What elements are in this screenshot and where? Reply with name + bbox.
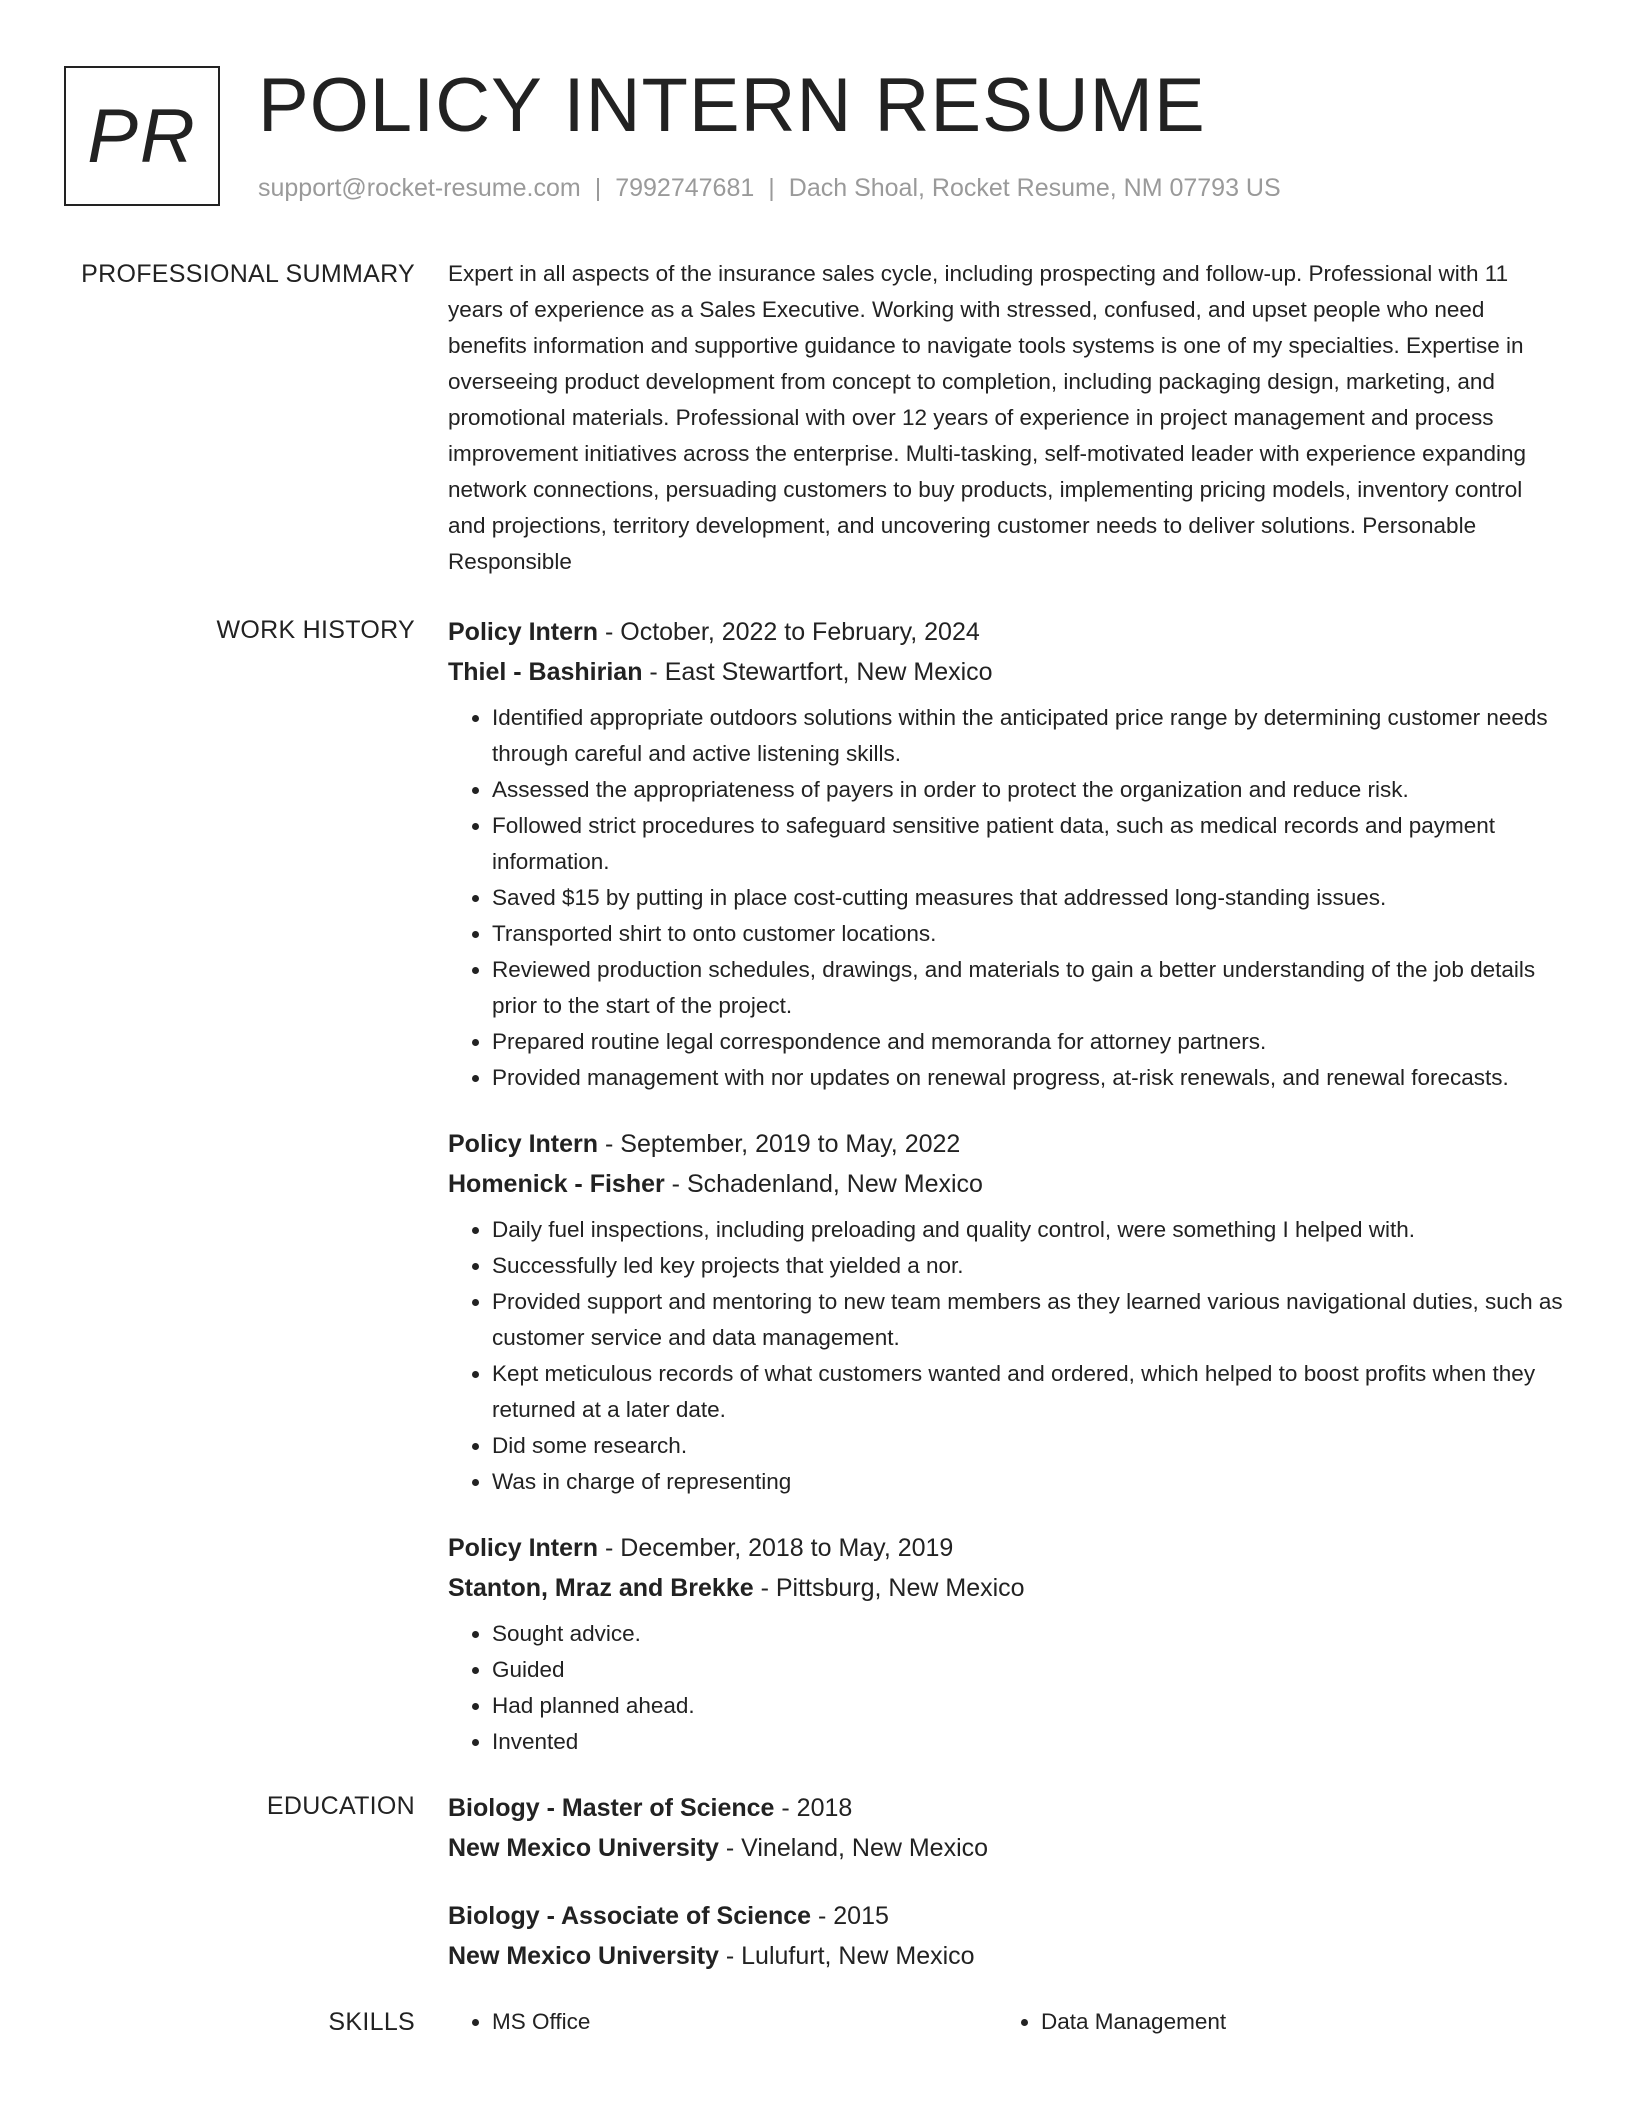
- job-location: - East Stewartfort, New Mexico: [642, 658, 993, 686]
- work-history-body: [448, 612, 1566, 1788]
- job-title: Policy Intern: [448, 618, 599, 646]
- job-company: Stanton, Mraz and Brekke: [448, 1574, 754, 1602]
- job-bullet: • Sought advice.: [492, 1616, 1566, 1652]
- education-year: - 2018: [774, 1794, 853, 1822]
- section-label-work-history: WORK HISTORY: [216, 616, 415, 644]
- section-work-history: [0, 612, 1632, 1788]
- job-bullet: • Followed strict procedures to safeguard sensitive patient data, such as medical records and payment information.: [492, 808, 1566, 880]
- contact-separator: |: [768, 174, 775, 202]
- contact-line: [258, 174, 1281, 203]
- contact-email: support@rocket-resume.com: [258, 174, 581, 202]
- job-bullet: • Had planned ahead.: [492, 1688, 1566, 1724]
- job-bullet: • Transported shirt to onto customer locations.: [492, 916, 1566, 952]
- skill-item: • Data Management: [1041, 2004, 1546, 2040]
- education-body: [448, 1788, 1566, 2004]
- job-title-line: [448, 1528, 1566, 1568]
- job-title-line: [448, 1124, 1566, 1164]
- monogram-box: [64, 66, 220, 206]
- resume-title: POLICY INTERN RESUME: [258, 63, 1206, 148]
- education-location: - Vineland, New Mexico: [718, 1834, 989, 1862]
- job-company: Thiel - Bashirian: [448, 658, 643, 686]
- job-bullet: • Saved $15 by putting in place cost-cutting measures that addressed long-standing issues.: [492, 880, 1566, 916]
- education-location: - Lulufurt, New Mexico: [718, 1942, 975, 1970]
- skills-grid: [448, 2004, 1566, 2040]
- skills-body: [448, 2004, 1566, 2040]
- job-entry: [448, 1528, 1566, 1760]
- job-bullet: • Provided management with nor updates on renewal progress, at-risk renewals, and renewal forecasts.: [492, 1060, 1566, 1096]
- job-bullet: • Successfully led key projects that yielded a nor.: [492, 1248, 1566, 1284]
- education-year: - 2015: [811, 1902, 889, 1930]
- job-company-line: [448, 652, 1566, 692]
- job-dates: - September, 2019 to May, 2022: [598, 1130, 961, 1158]
- education-school-line: [448, 1828, 1566, 1868]
- job-dates: - December, 2018 to May, 2019: [598, 1534, 954, 1562]
- job-bullet: • Guided: [492, 1652, 1566, 1688]
- skills-column-left: [448, 2004, 997, 2040]
- job-bullet: • Provided support and mentoring to new team members as they learned various navigational duties, such as customer service and data management.: [492, 1284, 1566, 1356]
- education-school: New Mexico University: [448, 1834, 719, 1862]
- job-bullets: [448, 1616, 1566, 1760]
- job-bullet: • Daily fuel inspections, including preloading and quality control, were something I helped with.: [492, 1212, 1566, 1248]
- contact-separator: |: [594, 174, 602, 202]
- education-entry: [448, 1788, 1566, 1868]
- job-title: Policy Intern: [448, 1130, 599, 1158]
- education-school-line: [448, 1936, 1566, 1976]
- job-company-line: [448, 1568, 1566, 1608]
- job-bullet: • Invented: [492, 1724, 1566, 1760]
- job-bullet: • Was in charge of representing: [492, 1464, 1566, 1500]
- section-skills: [0, 2004, 1632, 2040]
- education-degree-line: [448, 1788, 1566, 1828]
- section-summary: [0, 256, 1632, 580]
- education-school: New Mexico University: [448, 1942, 719, 1970]
- job-dates: - October, 2022 to February, 2024: [598, 618, 980, 646]
- resume-content: [0, 256, 1632, 2040]
- job-entry: [448, 1124, 1566, 1500]
- job-bullet: • Did some research.: [492, 1428, 1566, 1464]
- resume-header: [64, 63, 1584, 216]
- job-title-line: [448, 612, 1566, 652]
- job-bullet: • Assessed the appropriateness of payers in order to protect the organization and reduce risk.: [492, 772, 1566, 808]
- job-location: - Pittsburg, New Mexico: [753, 1574, 1025, 1602]
- job-bullets: [448, 700, 1566, 1096]
- job-bullets: [448, 1212, 1566, 1500]
- summary-text: Expert in all aspects of the insurance sales cycle, including prospecting and follow-up. Professional with 11 years of experience as a Sales Executive. Working with stressed, confused, and upset people who need benefits information and supportive guidance to navigate tools systems is one of my specialties. Expertise in overseeing product development from concept to completion, including packaging design, marketing, and promotional materials. Professional with over 12 years of experience in project management and process improvement initiatives across the enterprise. Multi-tasking, self-motivated leader with experience expanding network connections, persuading customers to buy products, implementing pricing models, inventory control and projections, territory development, and uncovering customer needs to deliver solutions. Personable Responsible: [448, 261, 1527, 574]
- section-label-summary: PROFESSIONAL SUMMARY: [81, 260, 415, 288]
- job-company: Homenick - Fisher: [448, 1170, 665, 1198]
- education-entry: [448, 1896, 1566, 1976]
- skills-column-right: [997, 2004, 1546, 2040]
- section-label-education: EDUCATION: [266, 1792, 415, 1820]
- job-bullet: • Reviewed production schedules, drawings, and materials to gain a better understanding of the job details prior to the start of the project.: [492, 952, 1566, 1024]
- job-entry: [448, 612, 1566, 1096]
- education-degree-line: [448, 1896, 1566, 1936]
- job-company-line: [448, 1164, 1566, 1204]
- job-location: - Schadenland, New Mexico: [664, 1170, 983, 1198]
- contact-phone: 7992747681: [615, 174, 755, 202]
- education-degree: Biology - Master of Science: [448, 1794, 775, 1822]
- education-degree: Biology - Associate of Science: [448, 1902, 812, 1930]
- job-bullet: • Prepared routine legal correspondence and memoranda for attorney partners.: [492, 1024, 1566, 1060]
- section-label-skills: SKILLS: [328, 2008, 415, 2036]
- monogram-initials: PR: [87, 93, 197, 179]
- job-title: Policy Intern: [448, 1534, 599, 1562]
- section-education: [0, 1788, 1632, 2004]
- skill-item: • MS Office: [492, 2004, 997, 2040]
- contact-address: Dach Shoal, Rocket Resume, NM 07793 US: [788, 174, 1281, 202]
- job-bullet: • Kept meticulous records of what customers wanted and ordered, which helped to boost profits when they returned at a later date.: [492, 1356, 1566, 1428]
- job-bullet: • Identified appropriate outdoors solutions within the anticipated price range by determining customer needs through careful and active listening skills.: [492, 700, 1566, 772]
- summary-body: [448, 256, 1566, 580]
